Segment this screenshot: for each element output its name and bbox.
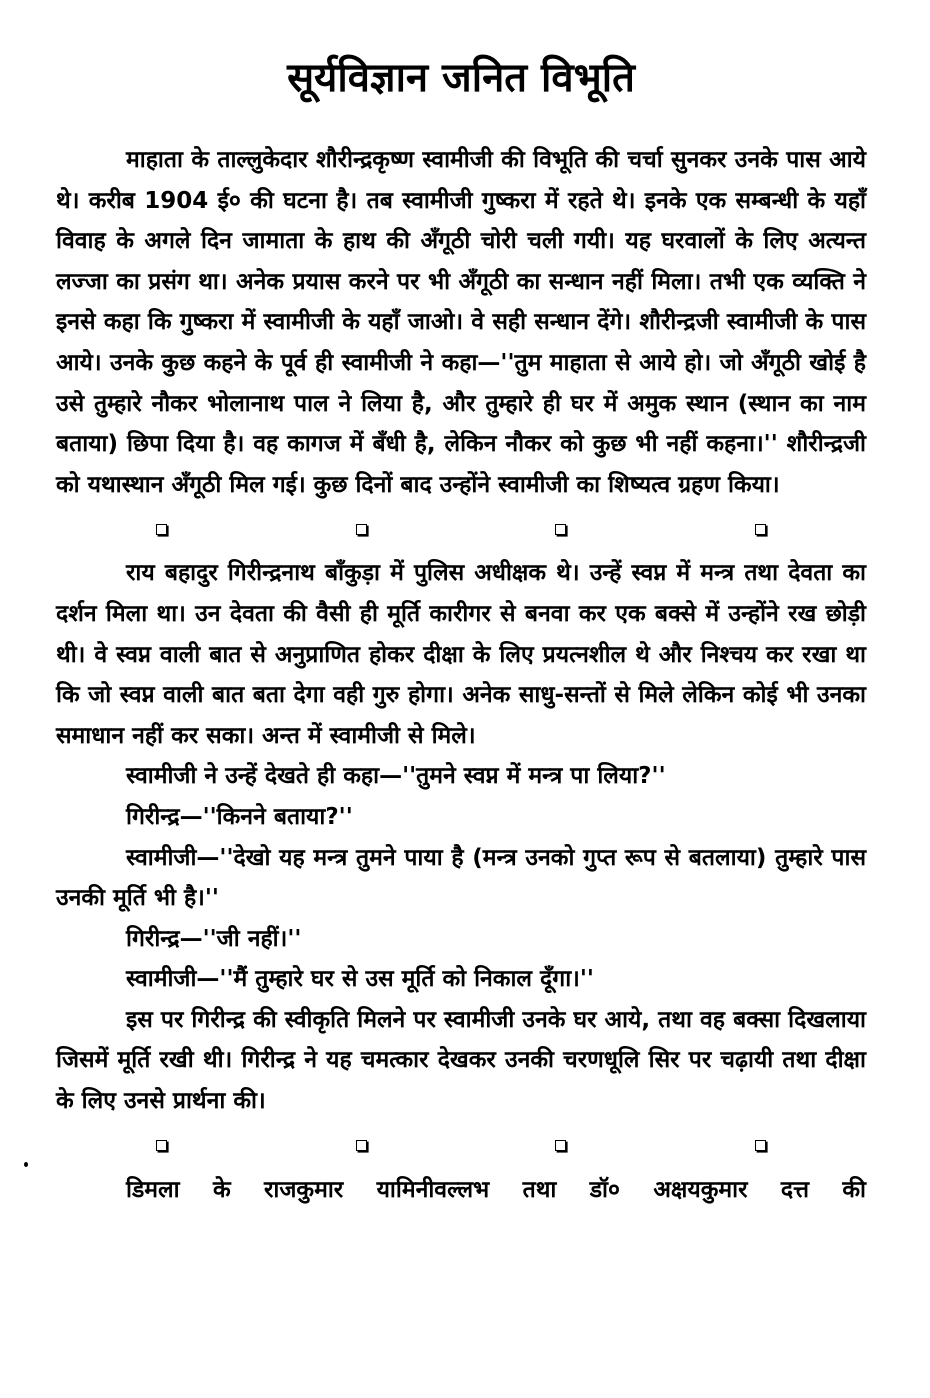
margin-mark bbox=[24, 1162, 28, 1167]
book-page bbox=[56, 0, 866, 1210]
paragraph-dimla: डिमला के राजकुमार यामिनीवल्लभ तथा डॉ० अक्षयकुमार दत्त की bbox=[126, 1176, 866, 1203]
dialogue-line: स्वामीजी ने उन्हें देखते ही कहा—''तुमने स्वप्न में मन्त्र पा लिया?'' bbox=[126, 763, 666, 790]
dialogue-line: स्वामीजी—''देखो यह मन्त्र तुमने पाया है (मन्त्र उनको गुप्त रूप से बतलाया) तुम्हारे पास उनकी मूर्ति भी है।'' bbox=[56, 844, 866, 912]
section-separator bbox=[56, 1126, 866, 1166]
paragraph-girindra: राय बहादुर गिरीन्द्रनाथ बाँकुड़ा में पुलिस अधीक्षक थे। उन्हें स्वप्न में मन्त्र तथा देवता का दर्शन मिला था। उन देवता की वैसी ही मूर्ति कारीगर से बनवा कर एक बक्से में उन्होंने रख छोड़ी थी। वे स्वप्न वाली बात से अनुप्राणित होकर दीक्षा के लिए प्रयत्नशील थे और निश्चय कर रखा था कि जो स्वप्न वाली बात बता देगा वही गुरु होगा। अनेक साधु-सन्तों से मिले लेकिन कोई भी उनका समाधान नहीं कर सका। अन्त में स्वामीजी से मिले। bbox=[56, 560, 866, 749]
section-separator bbox=[56, 509, 866, 549]
dialogue-line: गिरीन्द्र—''किनने बताया?'' bbox=[126, 803, 353, 830]
box-bullet-icon bbox=[755, 524, 766, 535]
paragraph-shaurindra: माहाता के ताल्लुकेदार शौरीन्द्रकृष्ण स्वामीजी की विभूति की चर्चा सुनकर उनके पास आये थे। करीब 1904 ई० की घटना है। तब स्वामीजी गुष्करा में रहते थे। इनके एक सम्बन्धी के यहाँ विवाह के अगले दिन जामाता के हाथ की अँगूठी चोरी चली गयी। यह घरवालों के लिए अत्यन्त लज्जा का प्रसंग था। अनेक प्रयास करने पर भी अँगूठी का सन्धान नहीं मिला। तभी एक व्यक्ति ने इनसे कहा कि गुष्करा में स्वामीजी के यहाँ जाओ। वे सही सन्धान देंगे। शौरीन्द्रजी स्वामीजी के पास आये। उनके कुछ कहने के पूर्व ही स्वामीजी ने कहा—''तुम माहाता से आये हो। जो अँगूठी खोई है उसे तुम्हारे नौकर भोलानाथ पाल ने लिया है, और तुम्हारे ही घर में अमुक स्थान (स्थान का नाम बताया) छिपा दिया है। वह कागज में बँधी है, लेकिन नौकर को कुछ भी नहीं कहना।'' शौरीन्द्रजी को यथास्थान अँगूठी मिल गई। कुछ दिनों बाद उन्होंने स्वामीजी का शिष्यत्व ग्रहण किया। bbox=[56, 147, 866, 498]
box-bullet-icon bbox=[356, 524, 367, 535]
box-bullet-icon bbox=[156, 1140, 167, 1151]
box-bullet-icon bbox=[555, 1140, 566, 1151]
paragraph-conclusion: इस पर गिरीन्द्र की स्वीकृति मिलने पर स्वामीजी उनके घर आये, तथा वह बक्सा दिखलाया जिसमें मूर्ति रखी थी। गिरीन्द्र ने यह चमत्कार देखकर उनकी चरणधूलि सिर पर चढ़ायी तथा दीक्षा के लिए उनसे प्रार्थना की। bbox=[56, 1006, 866, 1115]
box-bullet-icon bbox=[156, 524, 167, 535]
chapter-title: सूर्यविज्ञान जनित विभूति bbox=[287, 55, 635, 101]
box-bullet-icon bbox=[356, 1140, 367, 1151]
box-bullet-icon bbox=[555, 524, 566, 535]
dialogue-line: गिरीन्द्र—''जी नहीं।'' bbox=[126, 925, 302, 952]
dialogue-line: स्वामीजी—''मैं तुम्हारे घर से उस मूर्ति को निकाल दूँगा।'' bbox=[126, 966, 594, 993]
box-bullet-icon bbox=[755, 1140, 766, 1151]
